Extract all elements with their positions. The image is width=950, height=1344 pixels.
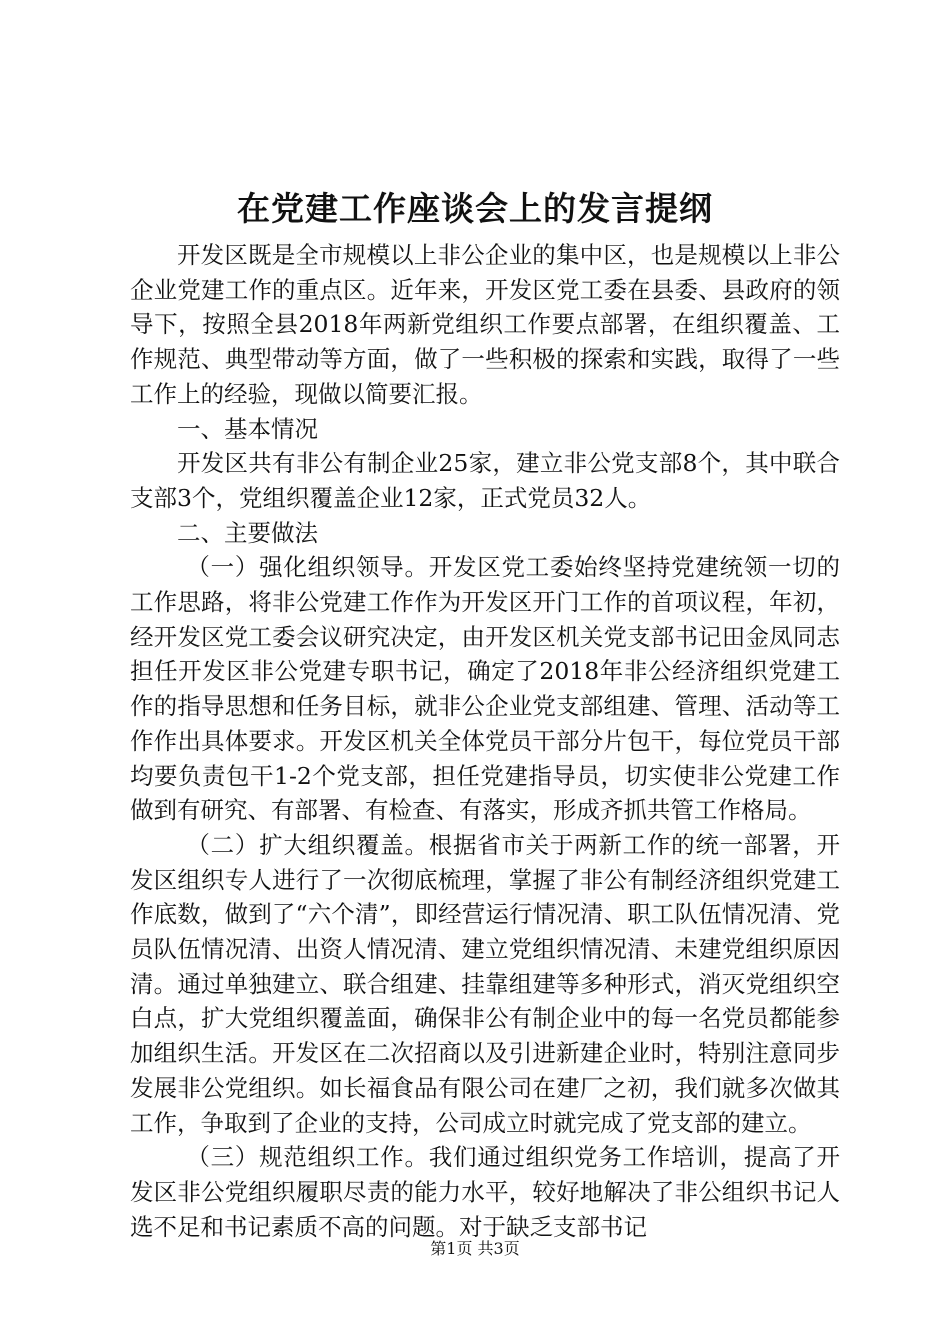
document-body <box>130 238 840 1244</box>
basic-situation-paragraph: 开发区共有非公有制企业25家，建立非公党支部8个，其中联合支部3个，党组织覆盖企业12家，正式党员32人。 <box>130 449 840 512</box>
practice-paragraph-1: （一）强化组织领导。开发区党工委始终坚持党建统领一切的工作思路，将非公党建工作作为开发区开门工作的首项议程，年初，经开发区党工委会议研究决定，由开发区机关党支部书记田金凤同志担任开发区非公党建专职书记，确定了2018年非公经济组织党建工作的指导思想和任务目标，就非公企业党支部组建、管理、活动等工作作出具体要求。开发区机关全体党员干部分片包干，每位党员干部均要负责包干1-2个党支部，担任党建指导员，切实使非公党建工作做到有研究、有部署、有检查、有落实，形成齐抓共管工作格局。 <box>130 553 840 825</box>
practice-paragraph-2: （二）扩大组织覆盖。根据省市关于两新工作的统一部署，开发区组织专人进行了一次彻底梳理，掌握了非公有制经济组织党建工作底数，做到了“六个清”，即经营运行情况清、职工队伍情况清、党员队伍情况清、出资人情况清、建立党组织情况清、未建党组织原因清。通过单独建立、联合组建、挂靠组建等多种形式，消灭党组织空白点，扩大党组织覆盖面，确保非公有制企业中的每一名党员都能参加组织生活。开发区在二次招商以及引进新建企业时，特别注意同步发展非公党组织。如长福食品有限公司在建厂之初，我们就多次做其工作，争取到了企业的支持，公司成立时就完成了党支部的建立。 <box>130 830 840 1137</box>
practice-paragraph-3: （三）规范组织工作。我们通过组织党务工作培训，提高了开发区非公党组织履职尽责的能力水平，较好地解决了非公组织书记人选不足和书记素质不高的问题。对于缺乏支部书记 <box>130 1143 840 1241</box>
section-heading-basic-situation: 一、基本情况 <box>177 414 318 443</box>
section-heading-main-practices: 二、主要做法 <box>177 518 318 547</box>
document-title: 在党建工作座谈会上的发言提纲 <box>237 189 713 228</box>
page-footer: 第1页 共3页 <box>430 1239 520 1258</box>
intro-paragraph: 开发区既是全市规模以上非公企业的集中区，也是规模以上非公企业党建工作的重点区。近年来，开发区党工委在县委、县政府的领导下，按照全县2018年两新党组织工作要点部署，在组织覆盖、工作规范、典型带动等方面，做了一些积极的探索和实践，取得了一些工作上的经验，现做以简要汇报。 <box>130 241 840 408</box>
